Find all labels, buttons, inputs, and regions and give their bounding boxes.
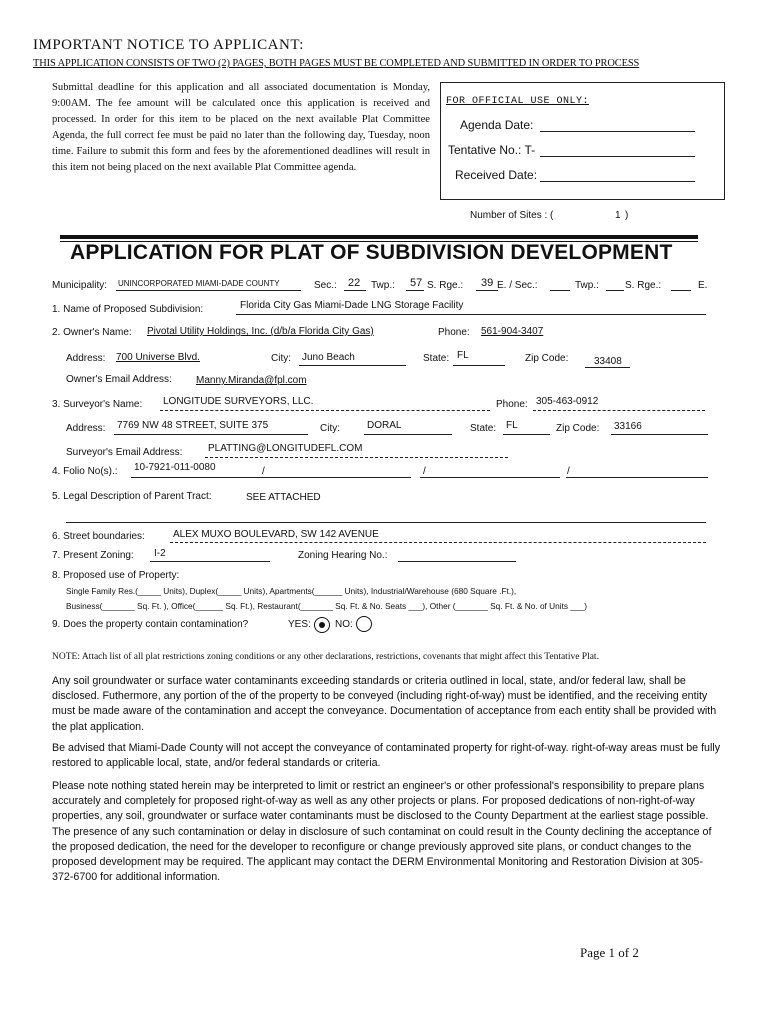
agenda-date-field[interactable] <box>540 131 695 132</box>
surveyor-state-label: State: <box>470 423 497 434</box>
owner-address-value[interactable]: 700 Universe Blvd. <box>116 352 200 363</box>
owner-state-underline <box>453 365 505 366</box>
hearing-label: Zoning Hearing No.: <box>298 550 388 561</box>
yes-label: YES: <box>288 619 311 630</box>
zoning-value[interactable]: I-2 <box>154 548 166 559</box>
use-line-2[interactable]: Business(_______ Sq. Ft. ), Office(______ Sq. Ft.), Restaurant(_______ Sq. Ft. & No. Seats ___), Other (_______ Sq. Ft. & No. of Units ___) <box>66 601 587 611</box>
owner-city-underline <box>299 365 406 366</box>
notice-subtitle: THIS APPLICATION CONSISTS OF TWO (2) PAGES, BOTH PAGES MUST BE COMPLETED AND SUBMITTED IN ORDER TO PROCESS <box>33 58 640 69</box>
srge2-label: S. Rge.: <box>625 280 662 291</box>
legal-value[interactable]: SEE ATTACHED <box>246 492 321 503</box>
tentative-field[interactable] <box>540 156 695 157</box>
hearing-field[interactable] <box>398 561 516 562</box>
owner-state-value[interactable]: FL <box>457 350 469 361</box>
folio-value[interactable]: 10-7921-011-0080 <box>134 462 216 473</box>
surveyor-email-underline <box>205 457 508 458</box>
twp2-label: Twp.: <box>575 280 599 291</box>
sec-value[interactable]: 22 <box>348 277 361 289</box>
sec-label: Sec.: <box>314 280 337 291</box>
paragraph-contaminants: Any soil groundwater or surface water contaminants exceeding standards or criteria outlined in local, state, and/or federal law, shall be disclosed. Futhermore, any portion of the of the property to be conveyed (including right-of-way) must be identified, and the receiving entity must be made aware of the contamination and accept the conveyance. Documentation of acceptance from each entity shall be provided with the plat application. <box>52 675 717 733</box>
surveyor-phone-value[interactable]: 305-463-0912 <box>536 396 599 407</box>
surveyor-city-underline <box>364 434 452 435</box>
municipality-label: Municipality: <box>52 280 108 291</box>
folio-sep-1: / <box>262 466 265 477</box>
official-use-title: FOR OFFICIAL USE ONLY: <box>446 96 590 107</box>
page-number: Page 1 of 2 <box>580 945 639 960</box>
surveyor-phone-underline <box>533 410 705 411</box>
subdivision-label: 1. Name of Proposed Subdivision: <box>52 304 204 315</box>
sec2-field[interactable] <box>550 290 570 291</box>
folio-field-3[interactable] <box>566 477 708 478</box>
received-date-field[interactable] <box>540 181 695 182</box>
street-underline <box>170 542 706 543</box>
owner-email-label: Owner's Email Address: <box>66 374 172 385</box>
owner-zip-underline <box>585 367 630 368</box>
surveyor-zip-label: Zip Code: <box>556 423 600 434</box>
owner-zip-value[interactable]: 33408 <box>594 356 622 367</box>
surveyor-email-value[interactable]: PLATTING@LONGITUDEFL.COM <box>208 443 363 454</box>
sites-label: Number of Sites : ( <box>470 210 554 221</box>
surveyor-value[interactable]: LONGITUDE SURVEYORS, LLC. <box>163 396 314 407</box>
owner-city-label: City: <box>271 353 291 364</box>
sites-value: 1 <box>615 210 621 221</box>
owner-city-value[interactable]: Juno Beach <box>302 352 355 363</box>
rge-underline <box>476 290 498 291</box>
received-date-label: Received Date: <box>455 168 538 182</box>
owner-phone-value[interactable]: 561-904-3407 <box>481 326 544 337</box>
srge-label: S. Rge.: <box>427 280 464 291</box>
owner-value[interactable]: Pivotal Utility Holdings, Inc. (d/b/a Florida City Gas) <box>147 326 374 337</box>
folio-sep-2: / <box>423 466 426 477</box>
surveyor-address-label: Address: <box>66 423 106 434</box>
owner-address-label: Address: <box>66 353 106 364</box>
surveyor-zip-underline <box>611 434 708 435</box>
surveyor-city-value[interactable]: DORAL <box>367 420 402 431</box>
sites-close: ) <box>625 210 629 221</box>
surveyor-address-value[interactable]: 7769 NW 48 STREET, SUITE 375 <box>117 420 269 431</box>
title-rule-thick <box>60 235 698 239</box>
owner-label: 2. Owner's Name: <box>52 327 132 338</box>
legal-label: 5. Legal Description of Parent Tract: <box>52 491 212 502</box>
legal-extra-line[interactable] <box>66 522 706 523</box>
e-label: E. <box>698 280 708 291</box>
street-label: 6. Street boundaries: <box>52 531 145 542</box>
twp-underline <box>406 290 424 291</box>
owner-zip-label: Zip Code: <box>525 353 569 364</box>
surveyor-email-label: Surveyor's Email Address: <box>66 447 183 458</box>
yes-radio[interactable] <box>314 617 330 633</box>
e-sec-label: E. / Sec.: <box>497 280 538 291</box>
surveyor-phone-label: Phone: <box>496 399 528 410</box>
owner-state-label: State: <box>423 353 450 364</box>
twp2-field[interactable] <box>606 290 624 291</box>
tentative-label: Tentative No.: T- <box>448 143 536 157</box>
rge-value[interactable]: 39 <box>481 277 494 289</box>
street-value[interactable]: ALEX MUXO BOULEVARD, SW 142 AVENUE <box>173 529 379 540</box>
sec-underline <box>344 290 366 291</box>
no-radio[interactable] <box>356 616 372 632</box>
form-title: APPLICATION FOR PLAT OF SUBDIVISION DEVELOPMENT <box>70 241 673 264</box>
notice-title: IMPORTANT NOTICE TO APPLICANT: <box>33 37 304 53</box>
no-label: NO: <box>335 619 353 630</box>
folio-label: 4. Folio No(s).: <box>52 466 118 477</box>
owner-email-value[interactable]: Manny.Miranda@fpl.com <box>196 375 307 386</box>
twp-label: Twp.: <box>371 280 395 291</box>
agenda-date-label: Agenda Date: <box>460 118 534 132</box>
surveyor-city-label: City: <box>320 423 340 434</box>
use-line-1[interactable]: Single Family Res.(_____ Units), Duplex(_____ Units), Apartments(______ Units), Industrial/Warehouse (680 Square .Ft.), <box>66 586 517 596</box>
rge2-field[interactable] <box>671 290 691 291</box>
paragraph-responsibility: Please note nothing stated herein may be interpreted to limit or restrict an engineer's or other professional's responsibility to prepare plans accurately and completely for proposed right-of-way as well as any other projects or plans. For proposed dedications of non-right-of-way properties, any soil, groundwater or surface water contaminants must be disclosed to the County Department at the earliest stage possible. The presence of any such contamination or delay in disclosure of such contaminat on could result in the County declining the acceptance of the proposed dedication, the need for the developer to reconfigure or change previously approved site plans, or conduct changes to the proposed development may be required. The applicant may contact the DERM Environmental Monitoring and Restoration Division at 305-372-6700 for additional information. <box>52 780 712 884</box>
surveyor-label: 3. Surveyor's Name: <box>52 399 143 410</box>
zoning-underline <box>150 561 270 562</box>
municipality-underline <box>116 290 301 291</box>
surveyor-address-underline <box>114 434 308 435</box>
subdivision-value[interactable]: Florida City Gas Miami-Dade LNG Storage Facility <box>240 300 464 311</box>
subdivision-underline <box>236 314 706 315</box>
paragraph-right-of-way: Be advised that Miami-Dade County will not accept the conveyance of contaminated property for right-of-way. right-of-way areas must be fully restored to applicable local, state, and/or federal standards or criteria. <box>52 742 721 770</box>
contamination-label: 9. Does the property contain contamination? <box>52 619 249 630</box>
folio-sep-3: / <box>567 466 570 477</box>
surveyor-state-value[interactable]: FL <box>506 420 518 431</box>
zoning-label: 7. Present Zoning: <box>52 550 134 561</box>
folio-field-2[interactable] <box>420 477 560 478</box>
surveyor-state-underline <box>503 434 550 435</box>
deadline-text: Submittal deadline for this application and all associated documentation is Monday, 9:00AM. The fee amount will be calculated once this application is received and processed. In order for this item to be placed on the next available Plat Committee Agenda, the full correct fee must be paid no later than the following day, Tuesday, noon time. Failure to submit this form and fees by the aforementioned deadlines will result in this item not being placed on the next available Plat Committee agenda. <box>52 82 430 174</box>
use-label: 8. Proposed use of Property: <box>52 570 180 581</box>
municipality-value[interactable]: UNINCORPORATED MIAMI-DADE COUNTY <box>118 279 280 288</box>
attachment-note: NOTE: Attach list of all plat restrictions zoning conditions or any other declarations, restrictions, covenants that might affect this Tentative Plat. <box>52 652 599 662</box>
twp-value[interactable]: 57 <box>410 277 423 289</box>
surveyor-zip-value[interactable]: 33166 <box>614 421 642 432</box>
surveyor-underline <box>160 410 490 411</box>
folio-underline-1 <box>131 477 411 478</box>
owner-phone-label: Phone: <box>438 327 470 338</box>
